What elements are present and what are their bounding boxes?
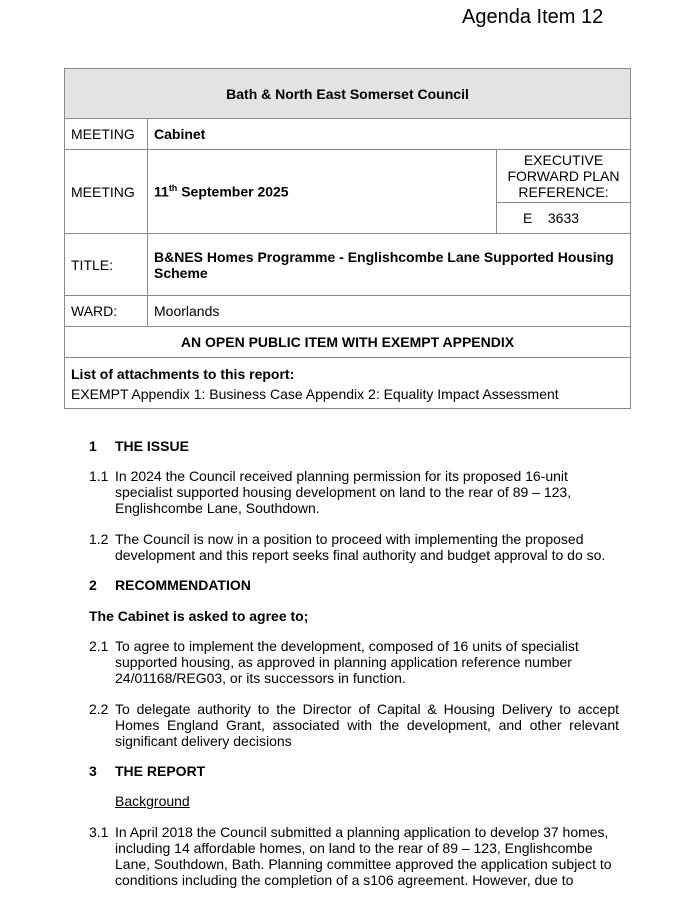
meeting-label: MEETING bbox=[65, 119, 148, 150]
meeting-value: Cabinet bbox=[148, 119, 631, 150]
section-title: THE REPORT bbox=[115, 763, 206, 779]
council-name: Bath & North East Somerset Council bbox=[65, 69, 631, 119]
section-title: THE ISSUE bbox=[115, 438, 189, 454]
ward-value: Moorlands bbox=[148, 296, 631, 327]
paragraph-text: In 2024 the Council received planning permission for its proposed 16-unit specialist supported housing development on land to the rear of 89 – 123, Englishcombe Lane, Southdown. bbox=[115, 468, 572, 516]
date-day: 11 bbox=[154, 183, 169, 200]
ward-label: WARD: bbox=[65, 296, 148, 327]
section-heading-report bbox=[89, 763, 619, 779]
report-body bbox=[89, 438, 619, 888]
paragraph-2-1 bbox=[89, 638, 619, 686]
paragraph-2-2 bbox=[89, 701, 619, 749]
section-number: 1 bbox=[89, 438, 97, 454]
date-month-year: September 2025 bbox=[177, 183, 289, 200]
paragraph-text: The Council is now in a position to proceed with implementing the proposed development and this report seeks final authority and budget approval to do so. bbox=[115, 531, 606, 563]
meeting-date-label: MEETING bbox=[65, 150, 148, 234]
section-heading-recommendation bbox=[89, 577, 619, 593]
background-subheading: Background bbox=[115, 793, 190, 809]
meeting-date bbox=[148, 150, 497, 234]
agenda-item-label: Agenda Item 12 bbox=[462, 6, 604, 28]
title-label: TITLE: bbox=[65, 234, 148, 296]
forward-plan-heading: EXECUTIVE FORWARD PLAN REFERENCE: bbox=[497, 150, 631, 203]
paragraph-number: 2.1 bbox=[89, 638, 109, 654]
paragraph-number: 1.2 bbox=[89, 531, 109, 547]
forward-plan-reference: E 3633 bbox=[497, 203, 631, 234]
attachments-cell bbox=[65, 358, 631, 409]
paragraph-text: To delegate authority to the Director of Capital & Housing Delivery to accept Homes England Grant, associated with the development, and other relevant significant delivery decisions bbox=[115, 701, 619, 749]
paragraph-number: 1.1 bbox=[89, 468, 109, 484]
attachments-heading: List of attachments to this report: bbox=[71, 366, 295, 382]
report-cover-table bbox=[64, 68, 631, 409]
paragraph-number: 2.2 bbox=[89, 701, 109, 717]
paragraph-1-2 bbox=[89, 531, 619, 563]
public-item-notice: AN OPEN PUBLIC ITEM WITH EXEMPT APPENDIX bbox=[65, 327, 631, 358]
report-title: B&NES Homes Programme - Englishcombe Lane Supported Housing Scheme bbox=[148, 234, 631, 296]
paragraph-text: To agree to implement the development, composed of 16 units of specialist supported housing, as approved in planning application reference number 24/01168/REG03, or its successors in function. bbox=[115, 638, 579, 686]
section-number: 2 bbox=[89, 577, 97, 593]
section-number: 3 bbox=[89, 763, 97, 779]
paragraph-3-1 bbox=[89, 824, 619, 888]
paragraph-number: 3.1 bbox=[89, 824, 109, 840]
attachments-list: EXEMPT Appendix 1: Business Case Appendix 2: Equality Impact Assessment bbox=[71, 386, 559, 402]
section-title: RECOMMENDATION bbox=[115, 577, 251, 593]
paragraph-1-1 bbox=[89, 468, 619, 516]
section-heading-issue bbox=[89, 438, 619, 454]
date-suffix: th bbox=[168, 183, 178, 194]
recommendation-intro: The Cabinet is asked to agree to; bbox=[89, 608, 309, 624]
paragraph-text: In April 2018 the Council submitted a planning application to develop 37 homes, including 14 affordable homes, on land to the rear of 89 – 123, Englishcombe Lane, Southdown, Bath. Planning committee approved the application subject to conditions including the completion of a s106 agreement. However, due to bbox=[115, 824, 612, 888]
